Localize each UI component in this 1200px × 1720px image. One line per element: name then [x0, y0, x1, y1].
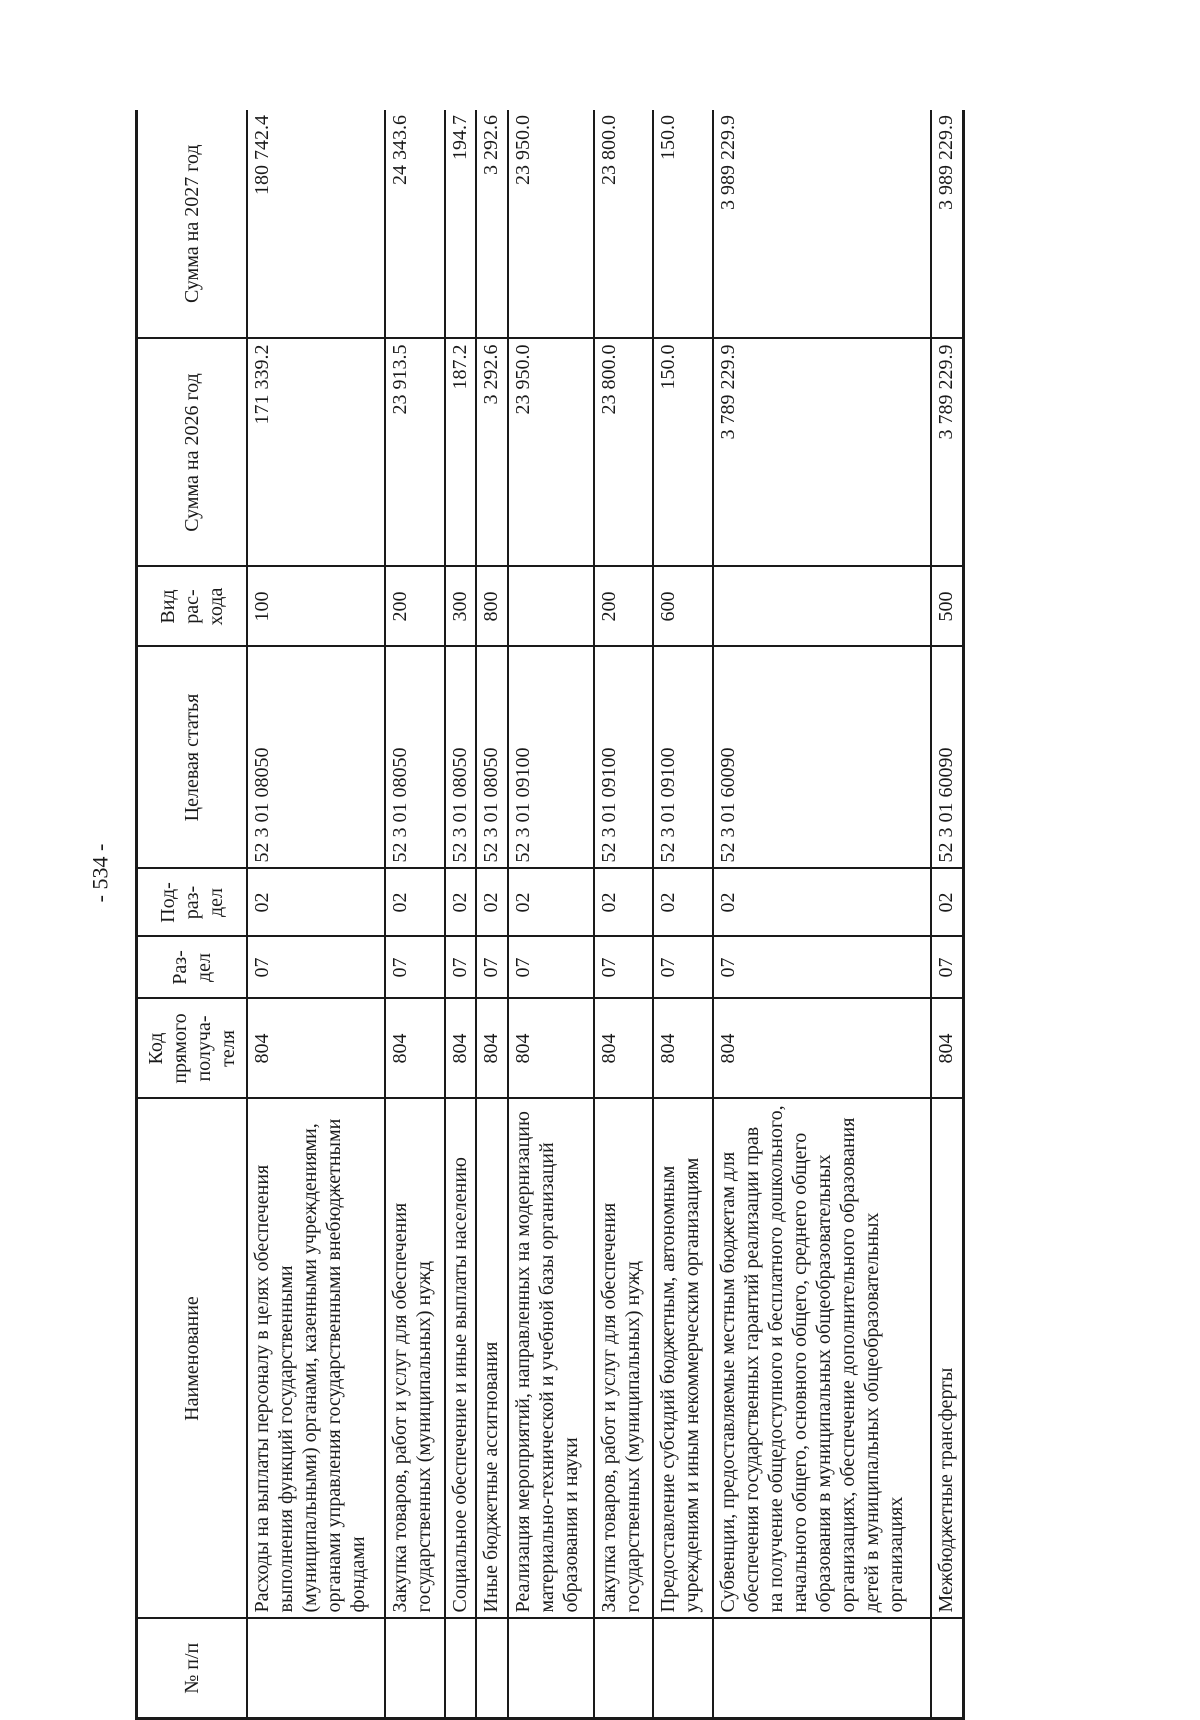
cell-target: 52 3 01 08050 [476, 647, 508, 869]
cell-expense [508, 567, 593, 647]
header-index: № п/п [137, 1619, 247, 1719]
cell-name: Расходы на выплаты персоналу в целях обеспечения выполнения функций государственными (муниципальными) органами, казенными учреждениями, органами управления государственными внебюджетными фондами [247, 1099, 385, 1619]
cell-sum-2026: 171 339.2 [247, 339, 385, 567]
cell-expense: 200 [385, 567, 445, 647]
cell-expense: 600 [653, 567, 713, 647]
table-row [931, 110, 964, 1719]
table-row [653, 110, 713, 1719]
cell-target: 52 3 01 09100 [653, 647, 713, 869]
cell-index [931, 1619, 964, 1719]
header-expense: Вид рас-хода [137, 567, 247, 647]
cell-target: 52 3 01 09100 [508, 647, 593, 869]
cell-recipient: 804 [653, 999, 713, 1099]
cell-section: 07 [508, 937, 593, 999]
cell-sum-2027: 23 800.0 [594, 110, 654, 339]
cell-sum-2026: 3 789 229.9 [931, 339, 964, 567]
cell-section: 07 [476, 937, 508, 999]
header-target: Целевая статья [137, 647, 247, 869]
cell-target: 52 3 01 08050 [445, 647, 477, 869]
table-row [247, 110, 385, 1719]
cell-target: 52 3 01 09100 [594, 647, 654, 869]
header-name: Наименование [137, 1099, 247, 1619]
cell-subsection: 02 [713, 869, 931, 937]
page-number [80, 828, 120, 918]
cell-subsection: 02 [931, 869, 964, 937]
cell-name: Межбюджетные трансферты [931, 1099, 964, 1619]
cell-sum-2026: 23 950.0 [508, 339, 593, 567]
table-row [594, 110, 654, 1719]
cell-recipient: 804 [247, 999, 385, 1099]
cell-index [385, 1619, 445, 1719]
cell-index [508, 1619, 593, 1719]
cell-recipient: 804 [931, 999, 964, 1099]
cell-section: 07 [247, 937, 385, 999]
cell-index [476, 1619, 508, 1719]
cell-subsection: 02 [247, 869, 385, 937]
cell-name: Субвенции, предоставляемые местным бюджетам для обеспечения государственных гарантий реализации прав на получение общедоступного и бесплатного дошкольного, начального общего, основного общего, среднего общего образования в муниципальных общеобразовательных организациях, обеспечение дополнительного образования детей в муниципальных общеобразовательных организациях [713, 1099, 931, 1619]
cell-name: Предоставление субсидий бюджетным, автономным учреждениям и иным некоммерческим организациям [653, 1099, 713, 1619]
cell-recipient: 804 [445, 999, 477, 1099]
cell-target: 52 3 01 60090 [931, 647, 964, 869]
cell-target: 52 3 01 08050 [385, 647, 445, 869]
cell-expense [713, 567, 931, 647]
cell-section: 07 [713, 937, 931, 999]
cell-sum-2027: 23 950.0 [508, 110, 593, 339]
cell-expense: 500 [931, 567, 964, 647]
cell-index [247, 1619, 385, 1719]
cell-sum-2027: 194.7 [445, 110, 477, 339]
cell-name: Закупка товаров, работ и услуг для обеспечения государственных (муниципальных) нужд [594, 1099, 654, 1619]
cell-expense: 300 [445, 567, 477, 647]
cell-sum-2026: 3 292.6 [476, 339, 508, 567]
cell-sum-2026: 150.0 [653, 339, 713, 567]
table-row [476, 110, 508, 1719]
cell-subsection: 02 [594, 869, 654, 937]
cell-sum-2027: 3 292.6 [476, 110, 508, 339]
table-row [508, 110, 593, 1719]
cell-sum-2026: 23 800.0 [594, 339, 654, 567]
budget-table-container [135, 110, 965, 1720]
header-section: Раз-дел [137, 937, 247, 999]
cell-index [594, 1619, 654, 1719]
cell-sum-2026: 187.2 [445, 339, 477, 567]
cell-index [653, 1619, 713, 1719]
cell-recipient: 804 [508, 999, 593, 1099]
budget-table-rotated [135, 110, 965, 1720]
table-row [445, 110, 477, 1719]
cell-index [445, 1619, 477, 1719]
table-row [385, 110, 445, 1719]
cell-sum-2027: 3 989 229.9 [713, 110, 931, 339]
header-sum-2026: Сумма на 2026 год [137, 339, 247, 567]
cell-section: 07 [445, 937, 477, 999]
cell-subsection: 02 [445, 869, 477, 937]
cell-name: Реализация мероприятий, направленных на модернизацию материально-технической и учебной базы организаций образования и науки [508, 1099, 593, 1619]
budget-table [135, 110, 965, 1720]
cell-expense: 200 [594, 567, 654, 647]
table-row [713, 110, 931, 1719]
header-recipient: Код прямого получа-теля [137, 999, 247, 1099]
cell-sum-2026: 3 789 229.9 [713, 339, 931, 567]
cell-name: Иные бюджетные ассигнования [476, 1099, 508, 1619]
cell-index [713, 1619, 931, 1719]
header-subsection: Под-раз-дел [137, 869, 247, 937]
cell-target: 52 3 01 60090 [713, 647, 931, 869]
cell-section: 07 [385, 937, 445, 999]
cell-target: 52 3 01 08050 [247, 647, 385, 869]
cell-expense: 100 [247, 567, 385, 647]
cell-name: Закупка товаров, работ и услуг для обеспечения государственных (муниципальных) нужд [385, 1099, 445, 1619]
cell-name: Социальное обеспечение и иные выплаты населению [445, 1099, 477, 1619]
cell-sum-2026: 23 913.5 [385, 339, 445, 567]
table-header-row [137, 110, 247, 1719]
cell-subsection: 02 [385, 869, 445, 937]
cell-recipient: 804 [476, 999, 508, 1099]
cell-subsection: 02 [476, 869, 508, 937]
cell-recipient: 804 [385, 999, 445, 1099]
cell-recipient: 804 [713, 999, 931, 1099]
header-sum-2027: Сумма на 2027 год [137, 110, 247, 339]
cell-section: 07 [594, 937, 654, 999]
cell-expense: 800 [476, 567, 508, 647]
cell-sum-2027: 150.0 [653, 110, 713, 339]
cell-subsection: 02 [653, 869, 713, 937]
cell-sum-2027: 180 742.4 [247, 110, 385, 339]
cell-section: 07 [653, 937, 713, 999]
page-number-label: - 534 - [87, 843, 112, 903]
cell-section: 07 [931, 937, 964, 999]
cell-subsection: 02 [508, 869, 593, 937]
cell-sum-2027: 3 989 229.9 [931, 110, 964, 339]
cell-recipient: 804 [594, 999, 654, 1099]
cell-sum-2027: 24 343.6 [385, 110, 445, 339]
